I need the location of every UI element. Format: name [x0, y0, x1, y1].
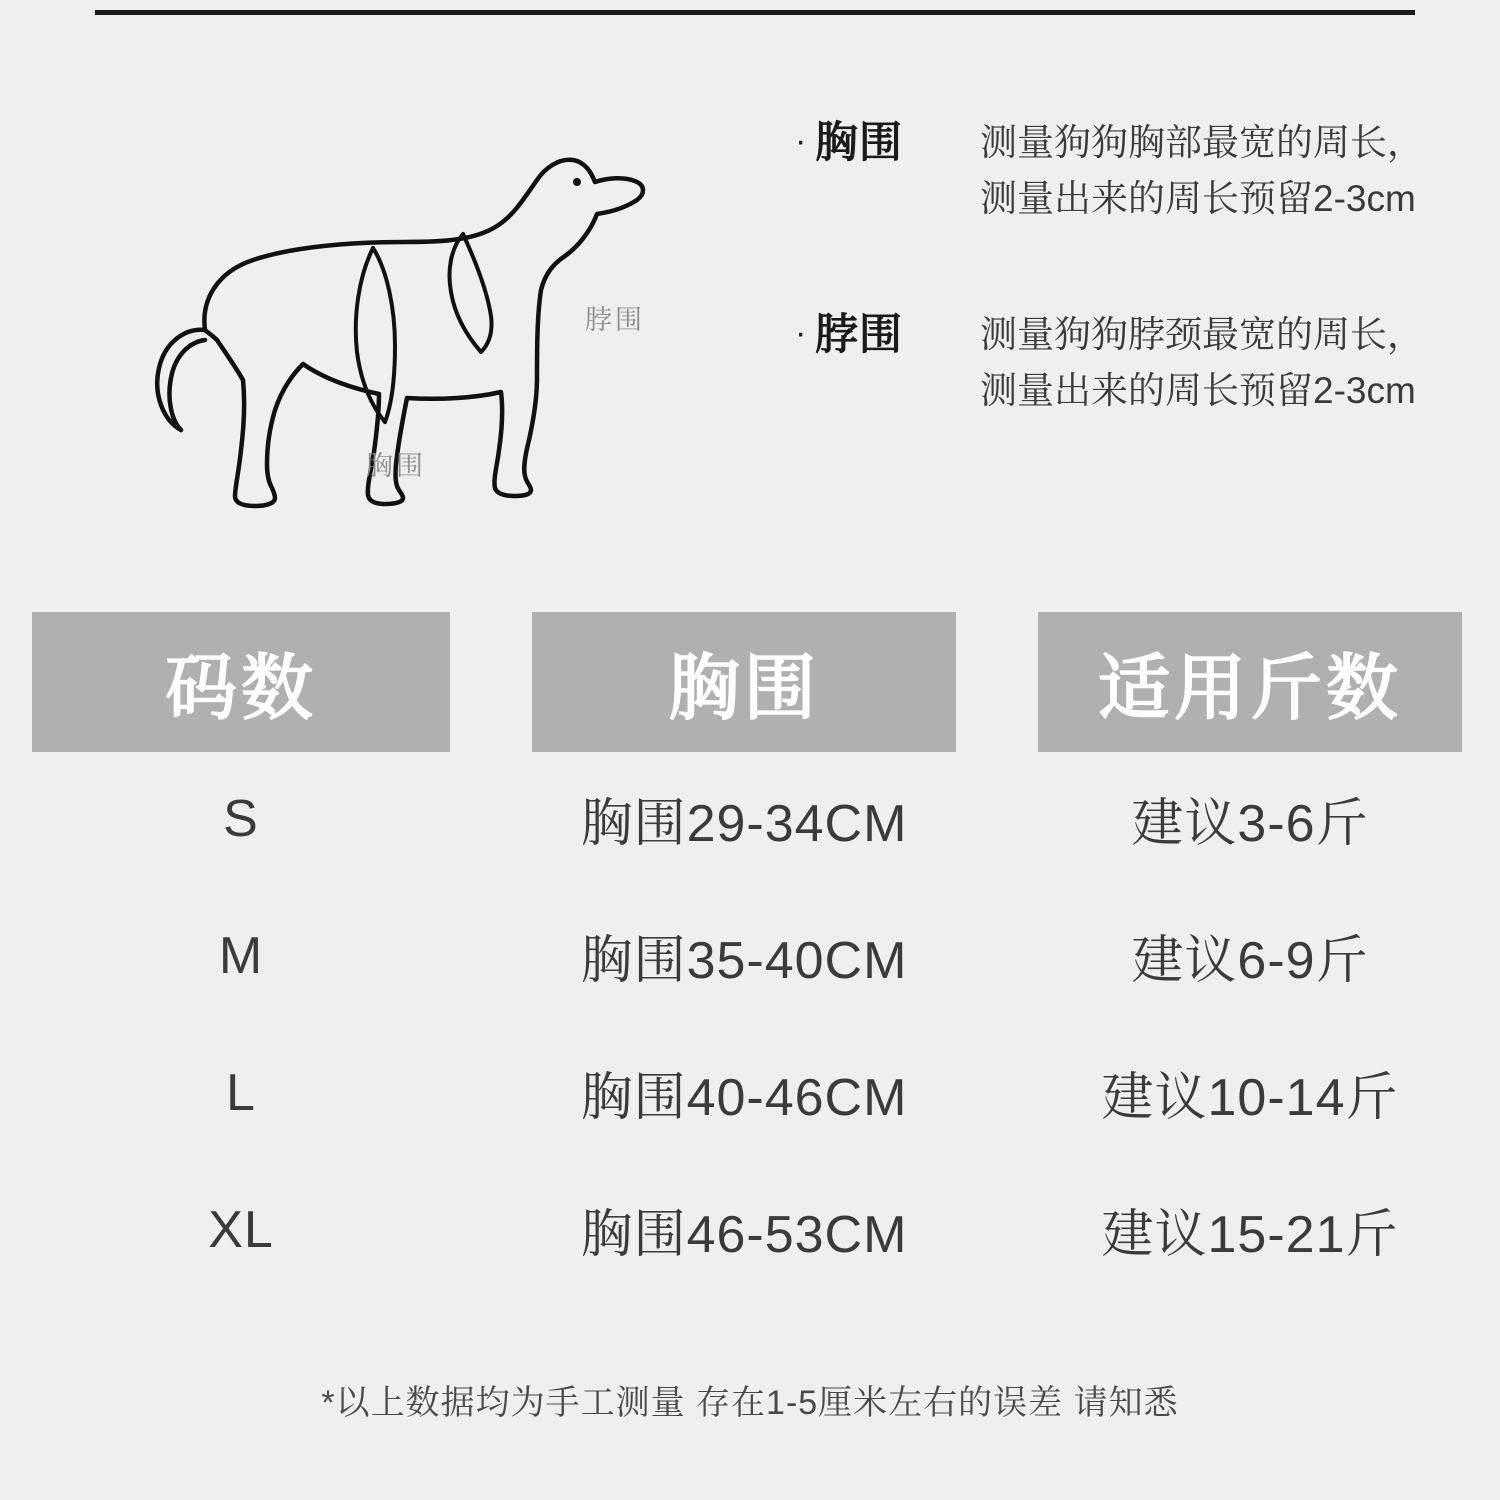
table-row — [0, 887, 1500, 1024]
table-header-size: 码数 — [32, 612, 450, 752]
note-term-chest: 胸围 — [815, 119, 903, 167]
top-divider — [95, 10, 1415, 15]
cell-chest: 胸围46-53CM — [580, 1206, 908, 1264]
measurement-diagram — [0, 40, 1500, 600]
cell-weight: 建议3-6斤 — [1131, 795, 1369, 853]
footnote: *以上数据均为手工测量 存在1-5厘米左右的误差 请知悉 — [321, 1384, 1179, 1422]
table-row — [0, 750, 1500, 887]
cell-size: L — [226, 1063, 256, 1122]
cell-chest: 胸围40-46CM — [580, 1069, 908, 1127]
cell-weight: 建议15-21斤 — [1101, 1206, 1399, 1264]
note-chest — [795, 115, 1445, 227]
table-header-weight: 适用斤数 — [1038, 612, 1462, 752]
table-row — [0, 1024, 1500, 1161]
size-table — [0, 600, 1500, 1298]
cell-size: XL — [208, 1200, 274, 1259]
note-term-neck: 脖围 — [815, 311, 903, 359]
cell-weight: 建议10-14斤 — [1101, 1069, 1399, 1127]
neck-girth-label: 脖围 — [585, 305, 645, 335]
note-neck — [795, 307, 1445, 419]
note-desc-neck: 测量狗狗脖颈最宽的周长，测量出来的周长预留2-3cm — [980, 314, 1424, 411]
cell-chest: 胸围29-34CM — [580, 795, 908, 853]
cell-size: M — [218, 926, 264, 985]
measurement-notes — [795, 115, 1445, 499]
table-header-chest: 胸围 — [532, 612, 956, 752]
note-desc-chest: 测量狗狗胸部最宽的周长，测量出来的周长预留2-3cm — [980, 122, 1424, 219]
bullet-icon: · — [795, 122, 807, 160]
chest-girth-label: 胸围 — [366, 451, 426, 481]
table-header-row — [0, 600, 1500, 750]
table-row — [0, 1161, 1500, 1298]
cell-size: S — [223, 789, 259, 848]
cell-weight: 建议6-9斤 — [1131, 932, 1369, 990]
bullet-icon: · — [795, 314, 807, 352]
cell-chest: 胸围35-40CM — [580, 932, 908, 990]
